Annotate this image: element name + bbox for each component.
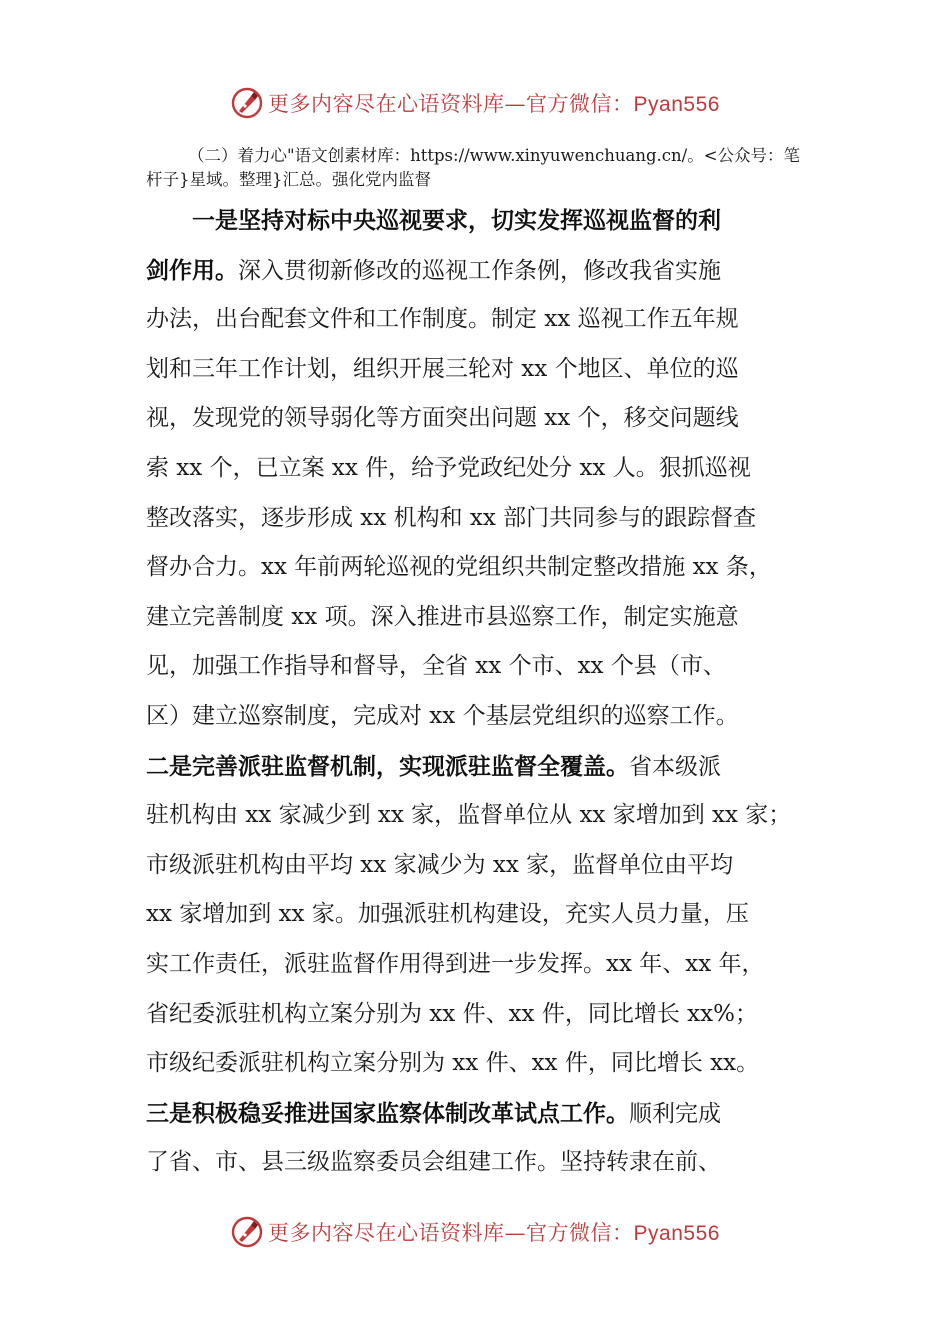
text-line <box>146 940 806 990</box>
bold-lead: 一是坚持对标中央巡视要求，切实发挥巡视监督的利 <box>192 207 721 234</box>
bold-lead: 二是完善派驻监督机制，实现派驻监督全覆盖。 <box>146 752 629 780</box>
bold-lead: 剑作用。 <box>146 256 238 284</box>
line-text: 划和三年工作计划，组织开展三轮对 xx 个地区、单位的巡 <box>146 355 739 382</box>
text-line <box>146 1089 806 1139</box>
banner-text: 更多内容尽在心语资料库—官方微信：Pyan556 <box>268 1221 720 1245</box>
line-text: 区）建立巡察制度，完成对 xx 个基层党组织的巡察工作。 <box>146 702 739 729</box>
section-subheading: （二）着力心"语文创素材库：https://www.xinyuwenchuang.cn/。<公众号：笔杆子}星域。整理}汇总。强化党内监督 <box>146 146 801 189</box>
pen-nib-icon <box>230 86 264 120</box>
text-line <box>146 990 806 1040</box>
text-line <box>146 246 806 296</box>
line-text: 视，发现党的领导弱化等方面突出问题 xx 个，移交问题线 <box>146 405 739 432</box>
line-text: 督办合力。xx 年前两轮巡视的党组织共制定整改措施 xx 条， <box>146 554 772 581</box>
text-line <box>146 295 806 345</box>
line-text: 深入贯彻新修改的巡视工作条例，修改我省实施 <box>238 257 721 284</box>
line-text: 见，加强工作指导和督导，全省 xx 个市、xx 个县（市、 <box>146 653 726 680</box>
pen-nib-icon <box>230 1215 264 1249</box>
line-text: 省纪委派驻机构立案分别为 xx 件、xx 件，同比增长 xx%； <box>146 1000 758 1027</box>
line-text: 索 xx 个，已立案 xx 件，给予党政纪处分 xx 人。狠抓巡视 <box>146 454 751 481</box>
line-text: 省本级派 <box>629 753 721 780</box>
line-text: 驻机构由 xx 家减少到 xx 家，监督单位从 xx 家增加到 xx 家； <box>146 802 792 829</box>
text-line <box>146 196 806 246</box>
text-line <box>146 394 806 444</box>
text-line <box>146 841 806 891</box>
text-line <box>146 593 806 643</box>
text-line <box>146 642 806 692</box>
text-line <box>146 742 806 792</box>
line-text: 整改落实，逐步形成 xx 机构和 xx 部门共同参与的跟踪督查 <box>146 504 757 531</box>
line-text: 市级纪委派驻机构立案分别为 xx 件、xx 件，同比增长 xx。 <box>146 1050 760 1077</box>
text-line <box>146 543 806 593</box>
text-line <box>146 345 806 395</box>
text-line <box>146 444 806 494</box>
body-text <box>146 196 806 1188</box>
line-text: 了省、市、县三级监察委员会组建工作。坚持转隶在前、 <box>146 1149 721 1176</box>
line-text: 实工作责任，派驻监督作用得到进一步发挥。xx 年、xx 年， <box>146 950 765 977</box>
line-text: 建立完善制度 xx 项。深入推进市县巡察工作，制定实施意 <box>146 603 739 630</box>
bold-lead: 三是积极稳妥推进国家监察体制改革试点工作。 <box>146 1099 629 1127</box>
header-banner <box>0 83 950 123</box>
text-line <box>146 692 806 742</box>
banner-text: 更多内容尽在心语资料库—官方微信：Pyan556 <box>268 92 720 116</box>
line-text: 市级派驻机构由平均 xx 家减少为 xx 家，监督单位由平均 <box>146 851 734 878</box>
text-line <box>146 494 806 544</box>
line-text: 顺利完成 <box>629 1100 721 1127</box>
text-line <box>146 791 806 841</box>
line-text: xx 家增加到 xx 家。加强派驻机构建设，充实人员力量，压 <box>146 901 749 928</box>
line-text: 办法，出台配套文件和工作制度。制定 xx 巡视工作五年规 <box>146 306 739 333</box>
text-line <box>146 1138 806 1188</box>
text-line <box>146 1039 806 1089</box>
footer-banner <box>0 1212 950 1252</box>
text-line <box>146 890 806 940</box>
